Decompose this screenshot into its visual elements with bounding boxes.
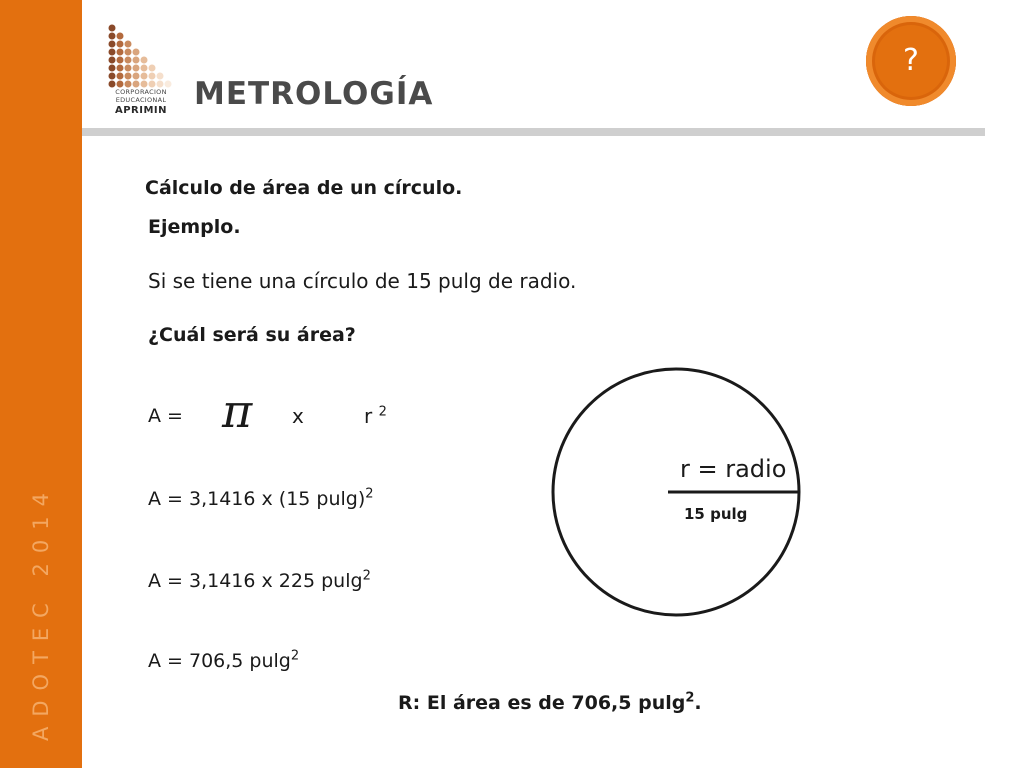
logo-line-2: EDUCACIONAL [115,96,167,104]
problem-statement: Si se tiene una círculo de 15 pulg de radio. [148,269,577,293]
answer-main: R: El área es de 706,5 pulg [398,692,686,714]
answer-suffix: . [694,692,702,714]
radius-value-label: 15 pulg [684,505,748,523]
header-divider [82,128,985,136]
step-3-text: A = 706,5 pulg [148,650,291,672]
step-2-exponent: 2 [362,568,371,584]
logo-line-3: APRIMIN [114,105,168,116]
step-1-exponent: 2 [365,486,374,502]
radius-label: r = radio [680,455,787,483]
question-text: ¿Cuál será su área? [148,324,356,346]
formula-r-letter: r [364,404,373,428]
step-3-exponent: 2 [290,648,300,664]
formula-r [364,404,387,428]
formula-lhs: A = [148,405,183,427]
sidebar-vertical-text: ADOTEC 2014 [29,483,53,741]
formula-r-exponent: 2 [378,404,387,420]
logo-line-1: CORPORACION [115,88,167,96]
answer-exponent: 2 [685,690,695,706]
example-label: Ejemplo. [148,216,241,238]
step-2-text: A = 3,1416 x 225 pulg [148,570,363,592]
pi-symbol: π [222,384,253,438]
logo-dot-grid [109,25,172,88]
step-2 [148,570,371,592]
circle-diagram [548,364,804,620]
page-title: METROLOGÍA [194,76,434,112]
step-1 [148,488,374,510]
step-3 [148,650,299,672]
question-mark-icon: ? [903,43,919,78]
content-title: Cálculo de área de un círculo. [145,177,463,199]
step-1-text: A = 3,1416 x (15 pulg) [148,488,366,510]
help-button[interactable] [866,16,956,106]
answer-text [398,692,702,714]
formula-times: x [292,404,304,428]
